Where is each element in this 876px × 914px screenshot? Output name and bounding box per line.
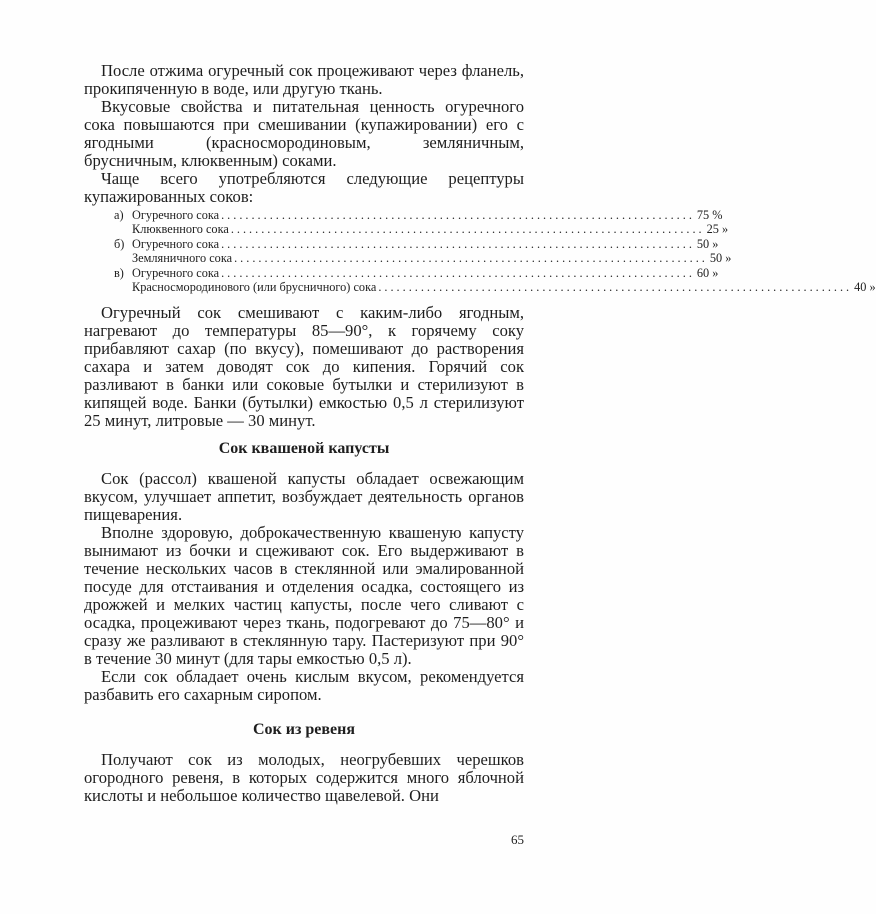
recipe-amount: 50 »: [696, 236, 719, 251]
recipe-marker: в): [114, 265, 124, 280]
recipe-row: [114, 236, 719, 251]
paragraph: После отжима огуречный сок процеживают через фланель, прокипяченную в воде, или другую ткань.: [84, 61, 524, 98]
sauerkraut-text: [84, 470, 524, 704]
recipe-ingredient: Клюквенного сока: [132, 222, 229, 237]
recipe-ingredient: Огуречного сока: [132, 265, 220, 280]
recipe-row: [114, 251, 732, 266]
page-number: 65: [511, 832, 524, 847]
recipe-amount: 50 »: [709, 251, 732, 266]
recipe-ingredient: Земляничного сока: [132, 251, 233, 266]
recipe-ingredient: Огуречного сока: [132, 208, 220, 222]
recipe-amount: 75 %: [696, 208, 723, 222]
leader-dots: ..............................................................................: [234, 251, 708, 266]
recipe-row: [114, 208, 723, 222]
recipe-row: [114, 222, 729, 237]
recipe-ingredient: Огуречного сока: [132, 236, 220, 251]
rhubarb-text: [84, 751, 524, 805]
leader-dots: ..............................................................................: [221, 236, 695, 251]
paragraph: Если сок обладает очень кислым вкусом, рекомендуется разбавить его сахарным сиропом.: [84, 667, 524, 704]
cucumber-text: [84, 304, 524, 430]
recipe-amount: 25 »: [706, 222, 729, 237]
paragraph: Чаще всего употребляются следующие рецептуры купажированных соков:: [84, 169, 524, 206]
paragraph: Получают сок из молодых, неогрубевших черешков огородного ревеня, в которых содержится много яблочной кислоты и небольшое количество щавелевой. Они: [84, 750, 524, 805]
recipe-amount: 60 »: [696, 265, 719, 280]
leader-dots: ..............................................................................: [221, 265, 695, 280]
paragraph: Вполне здоровую, доброкачественную квашеную капусту вынимают из бочки и сцеживают сок. Его выдерживают в течение нескольких часов в стеклянной или эмалированной посуде для отстаивания и отделения осадка, состоящего из дрожжей и мелких частиц капусты, после чего сливают с осадка, процеживают через ткань, подогревают до 75—80° и сразу же разливают в стеклянную тару. Пастеризуют при 90° в течение 30 минут (для тары емкостью 0,5 л).: [84, 523, 524, 668]
recipe-ingredient: Красносмородинового (или брусничного) сока: [132, 280, 377, 295]
recipe-amount: 40 »: [854, 280, 876, 295]
section-title-sauerkraut: Сок квашеной капусты: [218, 440, 390, 457]
intro-text: [84, 62, 524, 206]
paragraph: Огуречный сок смешивают с каким-либо ягодным, нагревают до температуры 85—90°, к горячему соку прибавляют сахар (по вкусу), помешивают до растворения сахара и затем доводят сок до кипения. Горячий сок разливают в банки или соковые бутылки и стерилизуют в кипящей воде. Банки (бутылки) емкостью 0,5 л стерилизуют 25 минут, литровые — 30 минут.: [84, 303, 524, 430]
section-title-rhubarb: Сок из ревеня: [252, 721, 356, 738]
paragraph: Сок (рассол) квашеной капусты обладает освежающим вкусом, улучшает аппетит, возбуждает деятельность органов пищеварения.: [84, 469, 524, 524]
paragraph: Вкусовые свойства и питательная ценность огуречного сока повышаются при смешивании (купажировании) его с ягодными (красносмородиновым, земляничным, брусничным, клюквенным) соками.: [84, 97, 524, 170]
recipe-row: [114, 265, 719, 280]
recipe-marker: а): [114, 208, 124, 222]
leader-dots: ..............................................................................: [378, 280, 853, 295]
leader-dots: ..............................................................................: [230, 222, 705, 237]
leader-dots: ..............................................................................: [221, 208, 695, 222]
recipe-list: [114, 208, 876, 295]
recipe-row: [114, 280, 876, 295]
recipe-marker: б): [114, 236, 125, 251]
